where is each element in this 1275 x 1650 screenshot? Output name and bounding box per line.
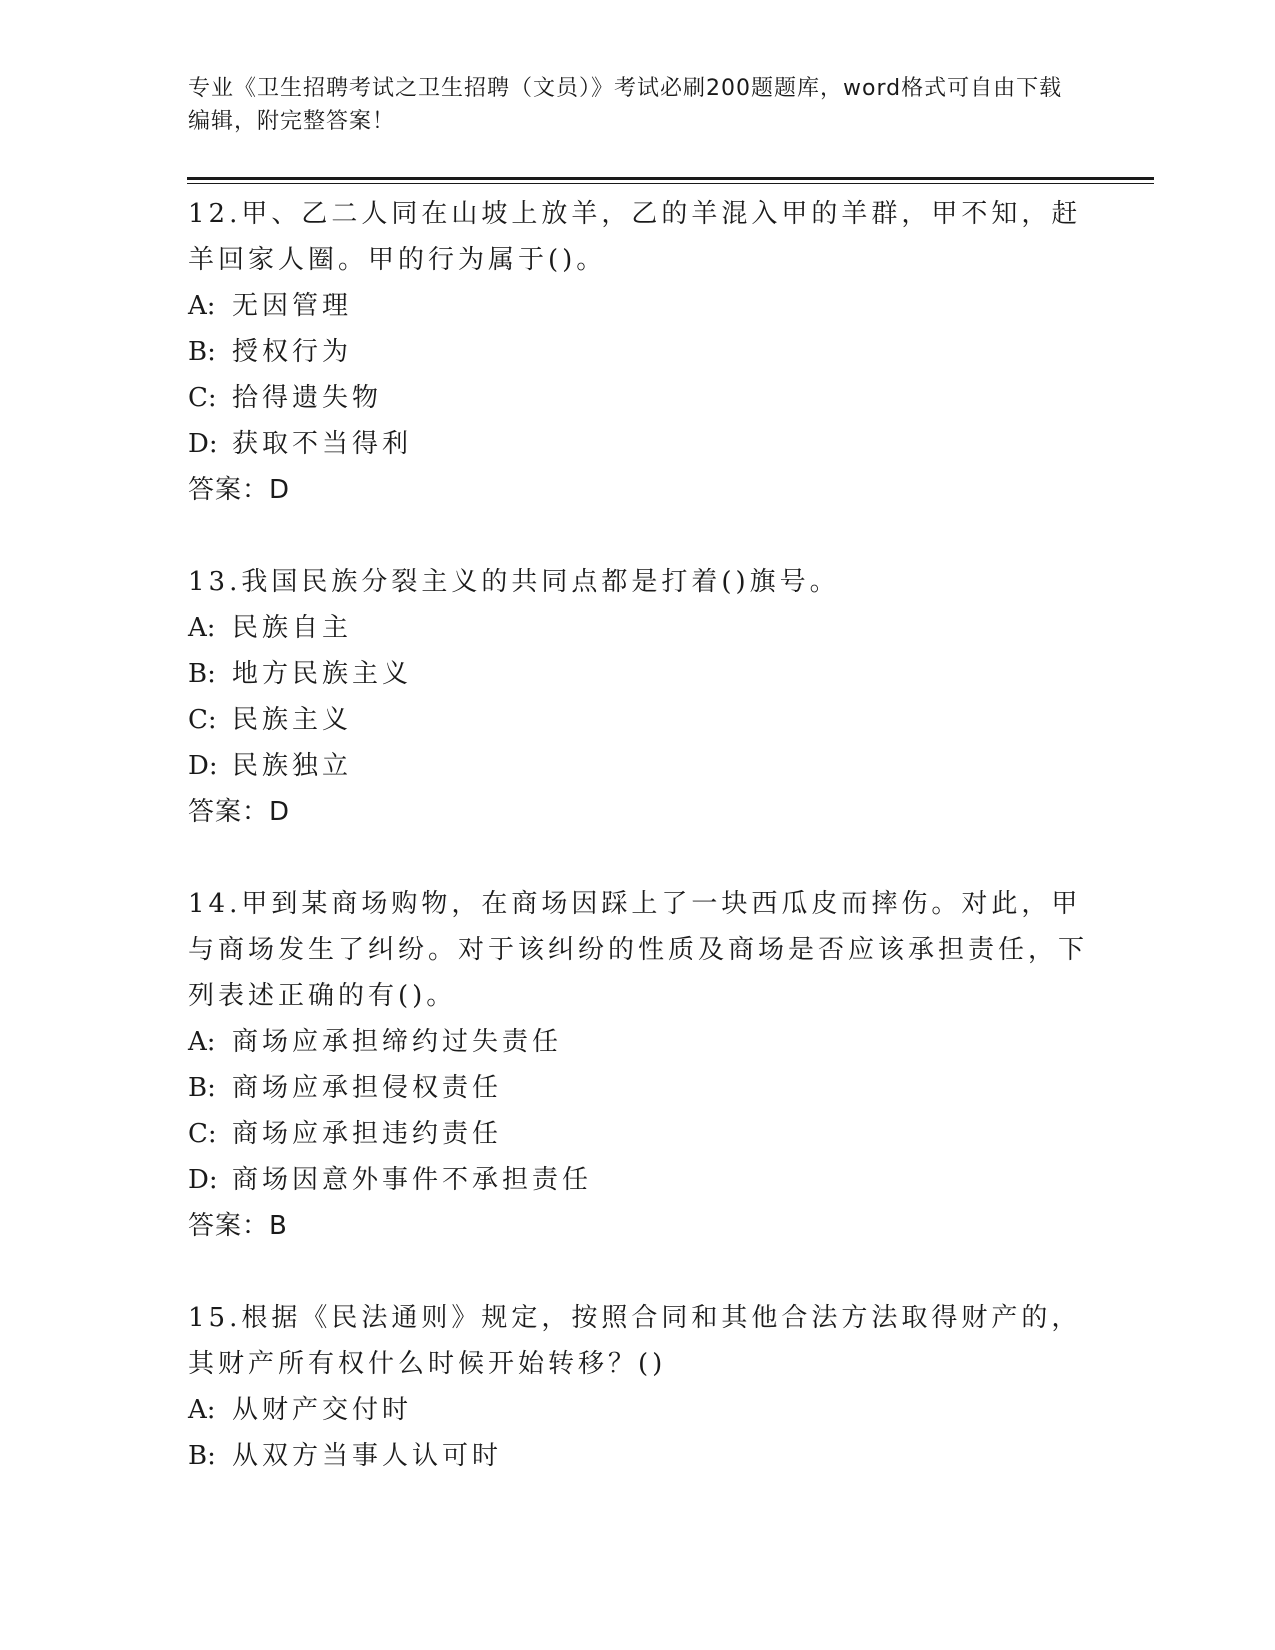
option-text: 授权行为 bbox=[232, 337, 353, 367]
option-text: 无因管理 bbox=[232, 291, 353, 321]
option-text: 民族独立 bbox=[232, 751, 353, 781]
option-letter: C: bbox=[188, 705, 217, 735]
answer-line: 答案：B bbox=[188, 1211, 288, 1241]
option-text: 民族自主 bbox=[232, 613, 353, 643]
option-d bbox=[188, 1157, 1088, 1203]
question-15 bbox=[188, 1295, 1088, 1479]
option-text: 民族主义 bbox=[232, 705, 353, 735]
option-a bbox=[188, 605, 1088, 651]
option-text: 获取不当得利 bbox=[232, 429, 413, 459]
question-13 bbox=[188, 559, 1088, 835]
option-letter: B: bbox=[188, 1073, 216, 1103]
option-text: 地方民族主义 bbox=[232, 659, 413, 689]
option-letter: B: bbox=[188, 659, 216, 689]
question-14 bbox=[188, 881, 1088, 1249]
answer-line: 答案：D bbox=[188, 797, 291, 827]
option-c bbox=[188, 1111, 1088, 1157]
option-letter: B: bbox=[188, 1441, 216, 1471]
option-letter: A: bbox=[188, 291, 216, 321]
option-letter: A: bbox=[188, 1395, 216, 1425]
question-stem: 13.我国民族分裂主义的共同点都是打着()旗号。 bbox=[188, 567, 840, 597]
option-text: 商场应承担缔约过失责任 bbox=[232, 1027, 563, 1057]
header-rule-thick bbox=[187, 177, 1154, 180]
option-letter: D: bbox=[188, 429, 218, 459]
question-list bbox=[188, 191, 1088, 1525]
answer-line: 答案：D bbox=[188, 475, 291, 505]
option-letter: A: bbox=[188, 613, 216, 643]
question-stem: 14.甲到某商场购物，在商场因踩上了一块西瓜皮而摔伤。对此，甲与商场发生了纠纷。对于该纠纷的性质及商场是否应该承担责任，下列表述正确的有()。 bbox=[188, 889, 1089, 1011]
option-letter: C: bbox=[188, 383, 217, 413]
option-d bbox=[188, 421, 1088, 467]
header-rule-thin bbox=[187, 183, 1154, 184]
option-text: 从双方当事人认可时 bbox=[232, 1441, 503, 1471]
question-stem: 12.甲、乙二人同在山坡上放羊，乙的羊混入甲的羊群，甲不知，赶羊回家人圈。甲的行为属于()。 bbox=[188, 199, 1082, 275]
option-a bbox=[188, 1387, 1088, 1433]
option-a bbox=[188, 283, 1088, 329]
option-text: 商场应承担侵权责任 bbox=[232, 1073, 503, 1103]
option-d bbox=[188, 743, 1088, 789]
question-12 bbox=[188, 191, 1088, 513]
option-b bbox=[188, 1065, 1088, 1111]
option-b bbox=[188, 1433, 1088, 1479]
document-header: 专业《卫生招聘考试之卫生招聘（文员）》考试必刷200题题库，word格式可自由下载编辑，附完整答案！ bbox=[188, 76, 1063, 134]
option-b bbox=[188, 329, 1088, 375]
option-letter: A: bbox=[188, 1027, 216, 1057]
option-letter: C: bbox=[188, 1119, 217, 1149]
option-c bbox=[188, 375, 1088, 421]
option-letter: B: bbox=[188, 337, 216, 367]
option-text: 商场应承担违约责任 bbox=[232, 1119, 503, 1149]
option-b bbox=[188, 651, 1088, 697]
option-text: 拾得遗失物 bbox=[232, 383, 383, 413]
option-a bbox=[188, 1019, 1088, 1065]
option-text: 从财产交付时 bbox=[232, 1395, 413, 1425]
option-c bbox=[188, 697, 1088, 743]
option-text: 商场因意外事件不承担责任 bbox=[232, 1165, 593, 1195]
question-stem: 15.根据《民法通则》规定，按照合同和其他合法方法取得财产的，其财产所有权什么时候开始转移？() bbox=[188, 1303, 1082, 1379]
option-letter: D: bbox=[188, 1165, 218, 1195]
option-letter: D: bbox=[188, 751, 218, 781]
